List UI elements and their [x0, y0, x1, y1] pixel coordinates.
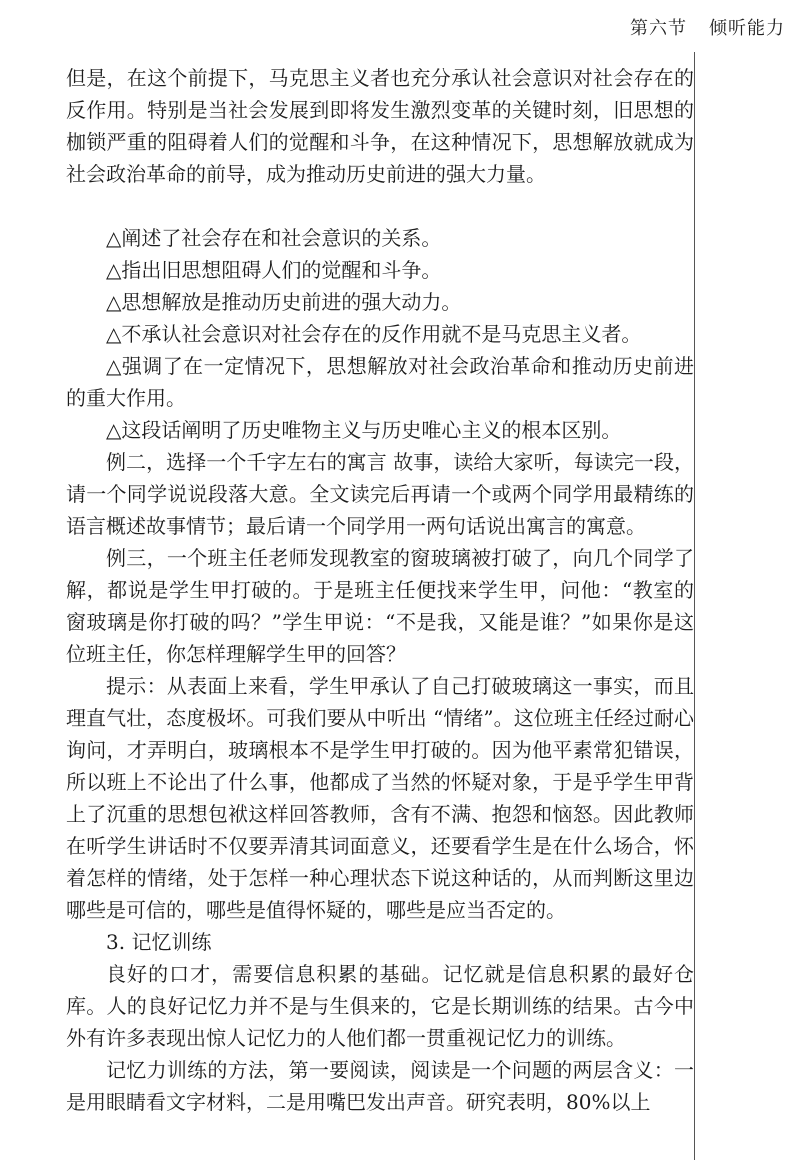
paragraph: 但是，在这个前提下，马克思主义者也充分承认社会意识对社会存在的反作用。特别是当社会发展到即将发生激烈变革的关键时刻，旧思想的枷锁严重的阻碍着人们的觉醒和斗争，在这种情况下，思想解放就成为社会政治革命的前导，成为推动历史前进的强大力量。	[66, 66, 694, 186]
option-item: △阐述了社会存在和社会意识的关系。	[106, 226, 442, 250]
header-section: 第六节	[630, 18, 687, 39]
option-item: △强调了在一定情况下，思想解放对社会政治革命和推动历史前进的重大作用。	[66, 354, 694, 410]
paragraph: 良好的口才，需要信息积累的基础。记忆就是信息积累的最好仓库。人的良好记忆力并不是与生俱来的，它是长期训练的结果。古今中外有许多表现出惊人记忆力的人他们都一贯重视记忆力的训练。	[66, 962, 694, 1050]
option-item: △思想解放是推动历史前进的强大动力。	[106, 290, 462, 314]
body-text	[66, 62, 694, 1118]
running-header	[0, 14, 785, 40]
margin-rule	[694, 52, 695, 1160]
paragraph: 例三，一个班主任老师发现教室的窗玻璃被打破了，向几个同学了解，都说是学生甲打破的。于是班主任便找来学生甲，问他：“教室的窗玻璃是你打破的吗？”学生甲说：“不是我，又能是谁？”如果你是这位班主任，你怎样理解学生甲的回答？	[66, 546, 694, 666]
option-item: △这段话阐明了历史唯物主义与历史唯心主义的根本区别。	[106, 418, 622, 442]
paragraph: 例二，选择一个千字左右的寓言 故事，读给大家听，每读完一段，请一个同学说说段落大意。全文读完后再请一个或两个同学用最精练的语言概述故事情节；最后请一个同学用一两句话说出寓言的寓意。	[66, 450, 694, 538]
option-item: △指出旧思想阻碍人们的觉醒和斗争。	[106, 258, 442, 282]
paragraph: 记忆力训练的方法，第一要阅读，阅读是一个问题的两层含义：一是用眼睛看文字材料，二是用嘴巴发出声音。研究表明，80%以上	[66, 1058, 694, 1114]
section-heading: 3. 记忆训练	[106, 930, 212, 954]
paragraph-gap	[66, 190, 694, 222]
option-item: △不承认社会意识对社会存在的反作用就不是马克思主义者。	[106, 322, 642, 346]
header-title: 倾听能力	[709, 18, 785, 39]
paragraph: 提示：从表面上来看，学生甲承认了自己打破玻璃这一事实，而且理直气壮，态度极坏。可我们要从中听出 “情绪”。这位班主任经过耐心询问，才弄明白，玻璃根本不是学生甲打破的。因为他平素常犯错误，所以班上不论出了什么事，他都成了当然的怀疑对象，于是乎学生甲背上了沉重的思想包袱这样回答教师，含有不满、抱怨和恼怒。因此教师在听学生讲话时不仅要弄清其词面意义，还要看学生是在什么场合，怀着怎样的情绪，处于怎样一种心理状态下说这种话的，从而判断这里边哪些是可信的，哪些是值得怀疑的，哪些是应当否定的。	[66, 674, 694, 922]
